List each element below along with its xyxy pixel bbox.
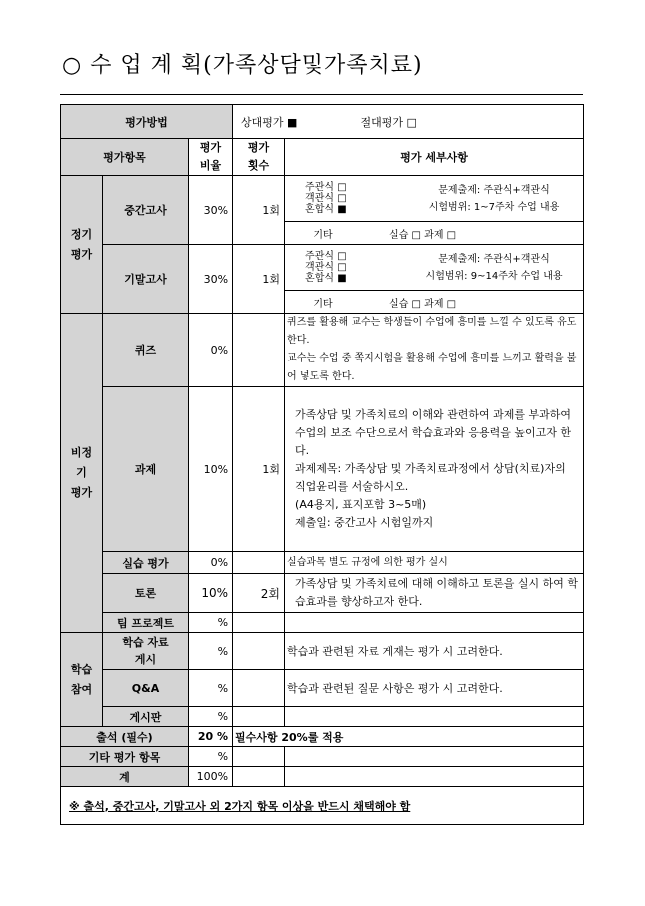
quiz-detail: 퀴즈를 활용해 교수는 학생들이 수업에 흥미를 느낄 수 있도록 유도 한다. 교수는 수업 중 쪽지시험을 활용해 수업에 흥미를 느끼고 활력을 불어 넣도록 한다.: [285, 314, 584, 387]
midterm-detail: [285, 176, 584, 222]
practice-ratio: 0%: [189, 552, 233, 574]
other-label: 기타 평가 항목: [61, 747, 189, 767]
team-ratio: %: [189, 613, 233, 633]
assignment-count: 1회: [233, 387, 285, 552]
qa-ratio: %: [189, 670, 233, 707]
qa-row: [61, 670, 584, 707]
discussion-count: 2회: [233, 574, 285, 613]
attendance-note: 필수사항 20%룰 적용: [233, 727, 584, 747]
materials-ratio: %: [189, 633, 233, 670]
quiz-row: [61, 314, 584, 387]
attendance-ratio: 20 %: [189, 727, 233, 747]
footnote: [61, 787, 584, 825]
other-ratio: %: [189, 747, 233, 767]
total-count: [233, 767, 285, 787]
final-row: [61, 245, 584, 291]
midterm-label: 중간고사: [103, 176, 189, 245]
practice-detail: 실습과목 별도 규정에 의한 평가 실시: [285, 552, 584, 574]
board-row: [61, 707, 584, 727]
materials-label: 학습 자료 게시: [103, 633, 189, 670]
attendance-row: [61, 727, 584, 747]
header-ratio: 평가 비율: [189, 139, 233, 176]
other-count: [233, 747, 285, 767]
final-etc: [285, 291, 584, 314]
materials-detail: 학습과 관련된 자료 게재는 평가 시 고려한다.: [285, 633, 584, 670]
final-ratio: 30%: [189, 245, 233, 314]
header-item: 평가항목: [61, 139, 189, 176]
midterm-ratio: 30%: [189, 176, 233, 245]
team-row: [61, 613, 584, 633]
discussion-label: 토론: [103, 574, 189, 613]
assignment-label: 과제: [103, 387, 189, 552]
header-count: 평가 횟수: [233, 139, 285, 176]
qa-detail: 학습과 관련된 질문 사항은 평가 시 고려한다.: [285, 670, 584, 707]
team-count: [233, 613, 285, 633]
qa-count: [233, 670, 285, 707]
page-title: ○ 수 업 계 획(가족상담및가족치료): [62, 53, 423, 78]
total-label: 계: [61, 767, 189, 787]
total-ratio: 100%: [189, 767, 233, 787]
method-row: [61, 105, 584, 139]
final-scope: 문제출제: 주관식+객관식 시험범위: 9~14주차 수업 내용: [425, 253, 563, 282]
practice-label: 실습 평가: [103, 552, 189, 574]
midterm-count: 1회: [233, 176, 285, 245]
assignment-detail: 가족상담 및 가족치료의 이해와 관련하여 과제를 부과하여 수업의 보조 수단으로서 학습효과와 응용력을 높이고자 한다. 과제제목: 가족상담 및 가족치료과정에서 상담(치료)자의 직업윤리를 서술하시오. (A4용지, 표지포함 3~5매) 제출일: 중간고사 시험일까지: [285, 387, 584, 552]
assignment-ratio: 10%: [189, 387, 233, 552]
final-count: 1회: [233, 245, 285, 314]
practice-count: [233, 552, 285, 574]
footnote-row: [61, 787, 584, 825]
header-detail: 평가 세부사항: [285, 139, 584, 176]
regular-eval-group: 정기 평가: [61, 176, 103, 314]
midterm-types[interactable]: 주관식 □ 객관식 □ 혼합식 ■: [305, 182, 347, 215]
final-detail: [285, 245, 584, 291]
final-etc-label: 기타: [313, 298, 333, 310]
board-count: [233, 707, 285, 727]
qa-label: Q&A: [103, 670, 189, 707]
attendance-label: 출석 (필수): [61, 727, 189, 747]
total-row: [61, 767, 584, 787]
practice-row: [61, 552, 584, 574]
team-label: 팀 프로젝트: [103, 613, 189, 633]
participation-group: 학습 참여: [61, 633, 103, 727]
irregular-eval-group: 비정 기 평가: [61, 314, 103, 633]
header-row: [61, 139, 584, 176]
other-row: [61, 747, 584, 767]
midterm-etc-options[interactable]: 실습 □ 과제 □: [389, 229, 457, 241]
title-rule: [60, 94, 583, 95]
team-detail: [285, 613, 584, 633]
discussion-ratio: 10%: [189, 574, 233, 613]
evaluation-table: [60, 104, 584, 825]
discussion-detail: 가족상담 및 가족치료에 대해 이해하고 토론을 실시 하여 학습효과를 향상하고자 한다.: [285, 574, 584, 613]
absolute-eval-option[interactable]: 절대평가 □: [360, 115, 417, 129]
midterm-etc-label: 기타: [313, 229, 333, 241]
method-label: 평가방법: [61, 105, 233, 139]
midterm-row: [61, 176, 584, 222]
board-label: 게시판: [103, 707, 189, 727]
quiz-label: 퀴즈: [103, 314, 189, 387]
footnote-text: ※ 출석, 중간고사, 기말고사 외 2가지 항목 이상을 반드시 채택해야 함: [69, 799, 411, 813]
final-label: 기말고사: [103, 245, 189, 314]
quiz-count: [233, 314, 285, 387]
method-options: [233, 105, 584, 139]
final-types[interactable]: 주관식 □ 객관식 □ 혼합식 ■: [305, 251, 347, 284]
final-etc-options[interactable]: 실습 □ 과제 □: [389, 298, 457, 310]
relative-eval-option[interactable]: 상대평가 ■: [241, 115, 298, 129]
total-detail: [285, 767, 584, 787]
midterm-scope: 문제출제: 주관식+객관식 시험범위: 1~7주차 수업 내용: [428, 184, 560, 213]
other-detail: [285, 747, 584, 767]
midterm-etc: [285, 222, 584, 245]
assignment-row: [61, 387, 584, 552]
materials-row: [61, 633, 584, 670]
materials-count: [233, 633, 285, 670]
board-ratio: %: [189, 707, 233, 727]
quiz-ratio: 0%: [189, 314, 233, 387]
board-detail: [285, 707, 584, 727]
discussion-row: [61, 574, 584, 613]
